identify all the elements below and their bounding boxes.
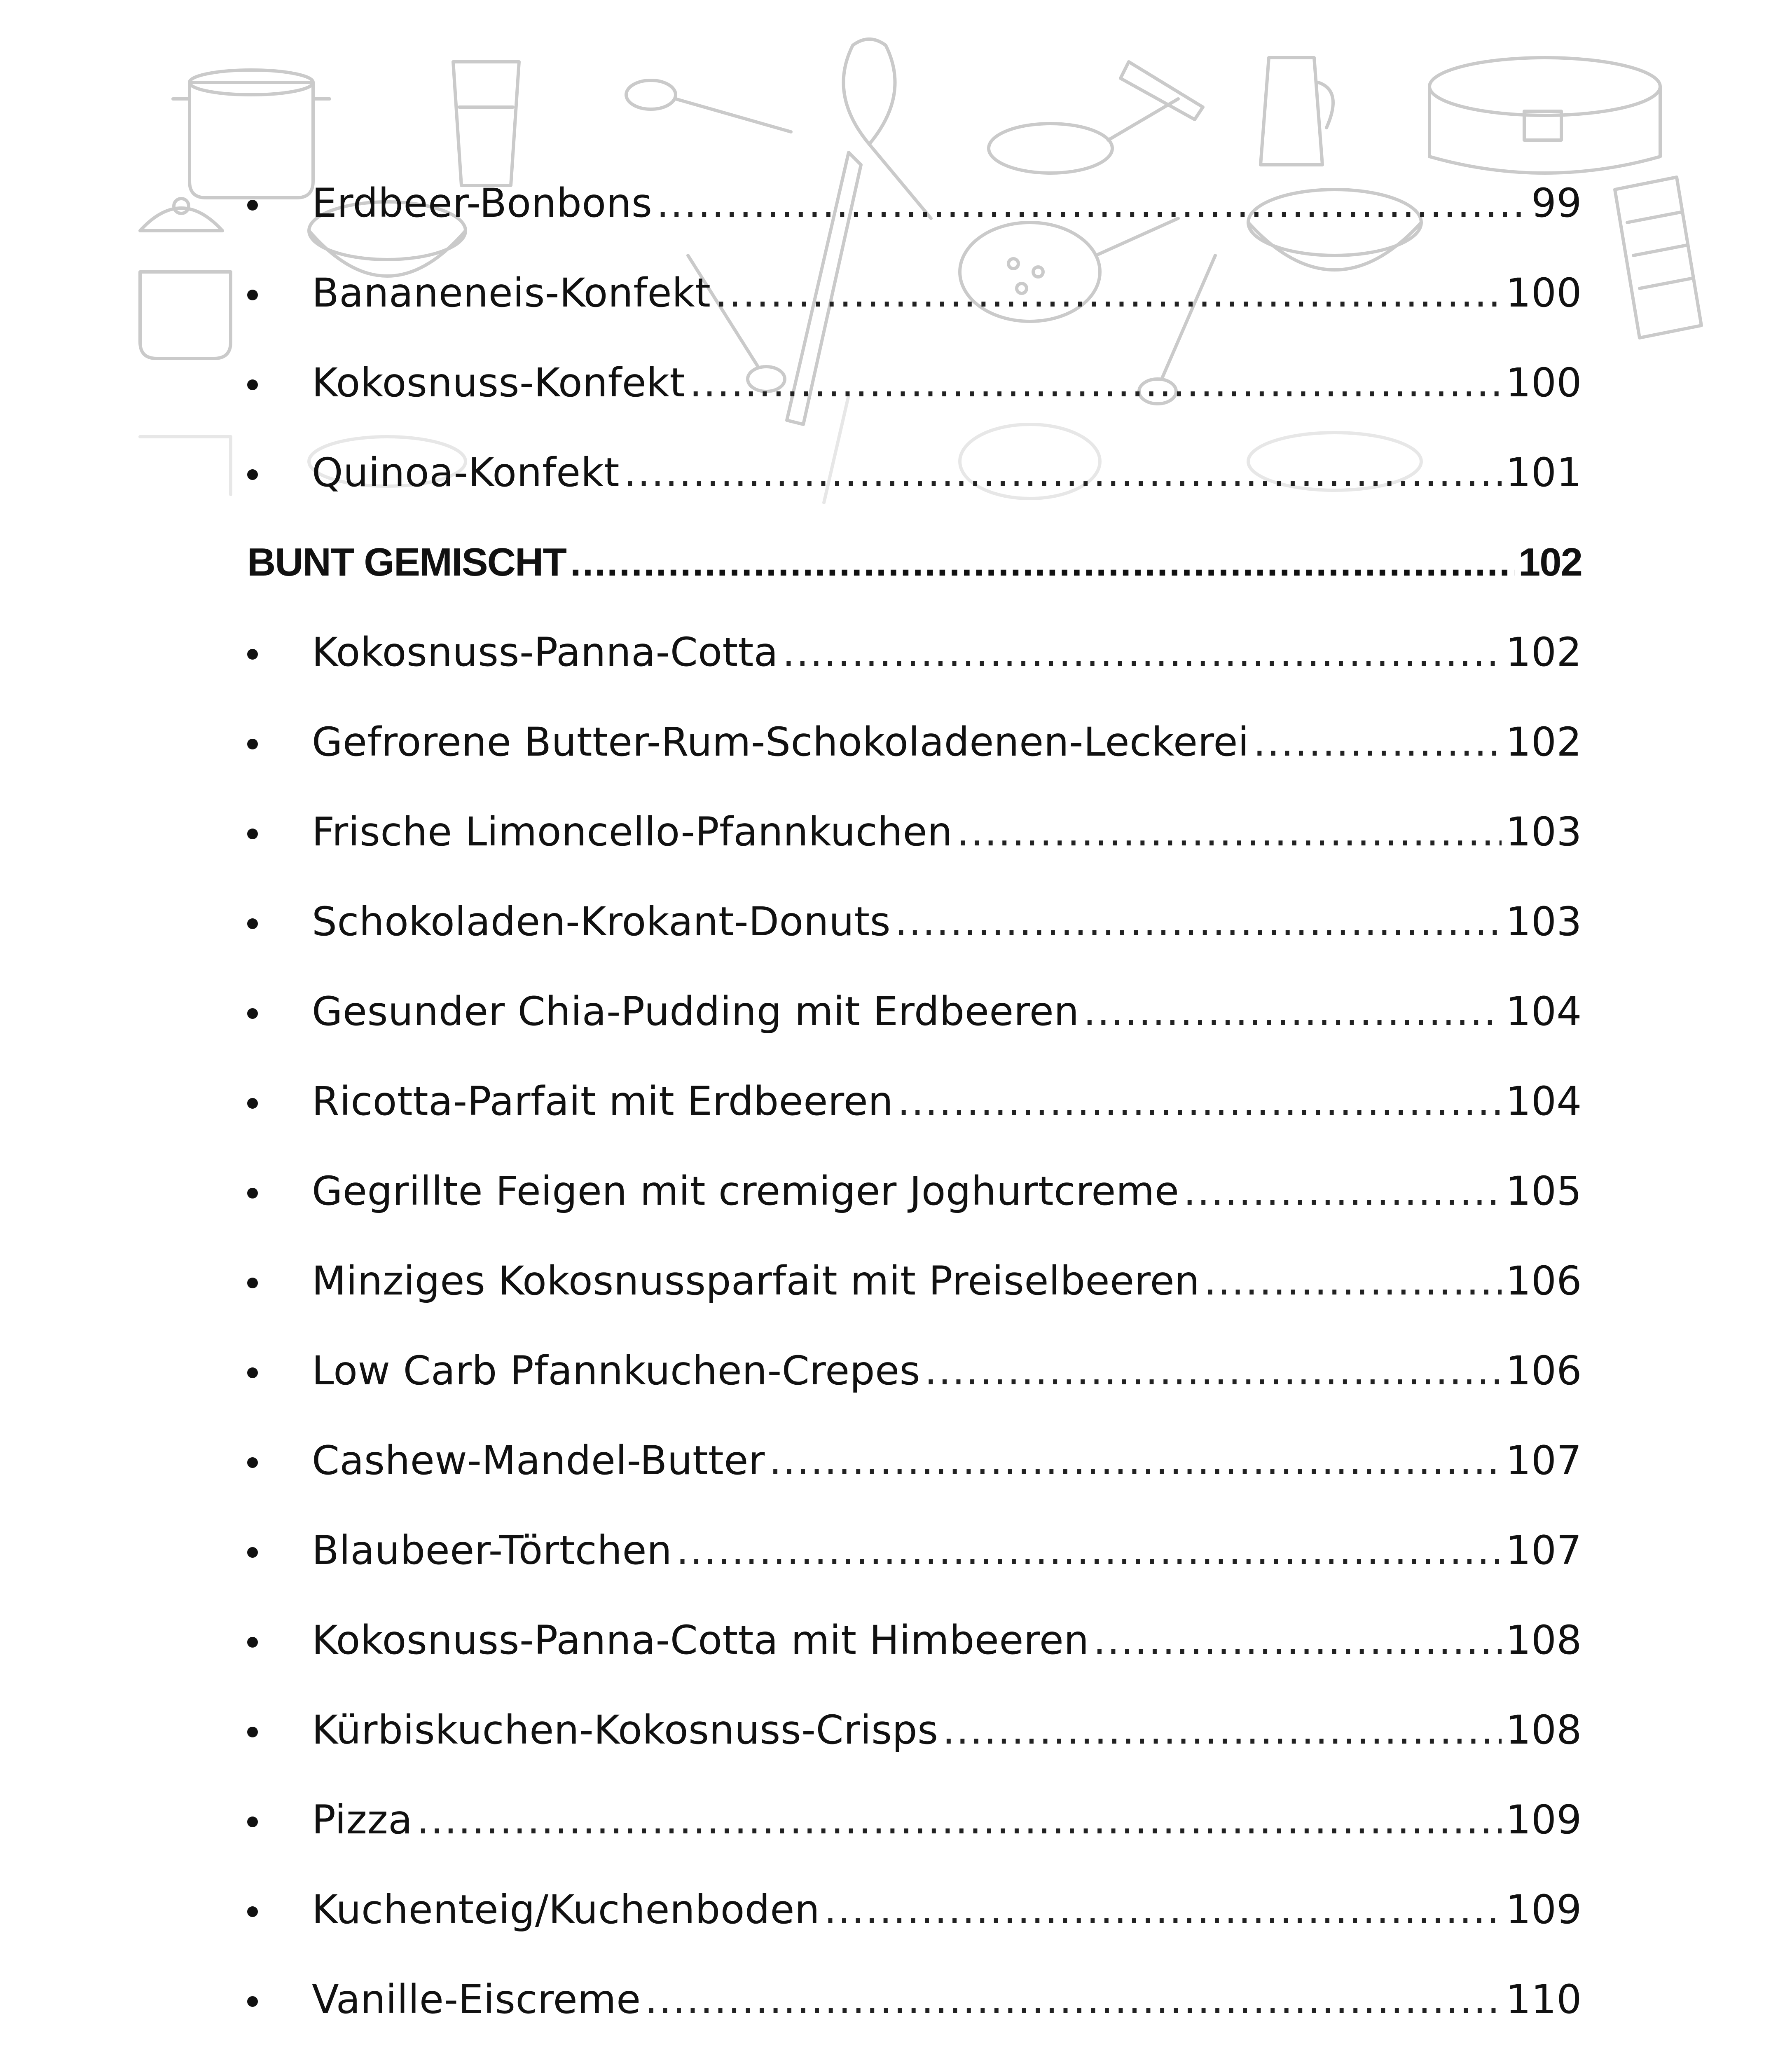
toc-page-number: 107 <box>1506 1437 1582 1484</box>
toc-entry[interactable] <box>247 967 1582 1056</box>
dot-leader <box>943 1707 1502 1753</box>
toc-page-number: 102 <box>1506 719 1582 765</box>
toc-entry-title: Minziges Kokosnussparfait mit Preiselbeeren <box>312 1258 1200 1304</box>
toc-entry-line <box>312 1685 1582 1775</box>
bullet-icon <box>247 1008 258 1019</box>
toc-entry-title: Gegrillte Feigen mit cremiger Joghurtcreme <box>312 1168 1179 1214</box>
toc-entry-line <box>312 1056 1582 1146</box>
toc-entry-title: Schokoladen-Krokant-Donuts <box>312 899 891 945</box>
toc-entry-line <box>312 2044 1582 2060</box>
toc-entry-title: Vanille-Eiscreme <box>312 1976 641 2023</box>
toc-entry-line <box>312 787 1582 877</box>
toc-entry-line <box>312 877 1582 967</box>
toc-entry-line <box>312 1595 1582 1685</box>
toc-entry-line <box>312 428 1582 517</box>
toc-page-number: 103 <box>1506 809 1582 855</box>
toc-entry-title: Gefrorene Butter-Rum-Schokoladenen-Leckerei <box>312 719 1249 765</box>
toc-entry[interactable] <box>247 877 1582 967</box>
bullet-icon <box>247 1906 258 1917</box>
bullet-icon <box>247 200 258 211</box>
bullet-icon <box>247 649 258 660</box>
grater-icon <box>1615 177 1701 338</box>
toc-entry-title: Quinoa-Konfekt <box>312 449 620 496</box>
dot-leader <box>690 360 1502 406</box>
spoon-icon <box>626 80 791 132</box>
bullet-icon <box>247 1817 258 1827</box>
jug-icon <box>1261 58 1333 165</box>
dot-leader <box>570 540 1514 585</box>
toc-page-number: 109 <box>1506 1887 1582 1933</box>
toc-entry-title: Gesunder Chia-Pudding mit Erdbeeren <box>312 988 1079 1035</box>
dot-leader <box>715 270 1502 316</box>
toc-entry-title: Pizza <box>312 1797 413 1843</box>
toc-entry-line <box>312 607 1582 697</box>
toc-entry-line <box>312 967 1582 1056</box>
toc-page-number: 102 <box>1506 629 1582 675</box>
toc-page-number: 100 <box>1506 270 1582 316</box>
toc-entry[interactable] <box>247 158 1582 248</box>
toc-entry[interactable] <box>247 1505 1582 1595</box>
toc-entry-title: Kürbiskuchen-Kokosnuss-Crisps <box>312 1707 938 1753</box>
dot-leader <box>1204 1258 1502 1304</box>
toc-page-number: 102 <box>1518 540 1582 584</box>
dot-leader <box>676 1527 1502 1573</box>
bullet-icon <box>247 829 258 839</box>
pot-icon <box>140 272 231 358</box>
toc-entry-line <box>312 1775 1582 1865</box>
bullet-icon <box>247 469 258 480</box>
toc-entry-title: Kokosnuss-Panna-Cotta <box>312 629 779 675</box>
toc-entry-line <box>312 1865 1582 1955</box>
dot-leader <box>957 809 1502 855</box>
dot-leader <box>1183 1168 1502 1214</box>
toc-entry[interactable] <box>247 1416 1582 1505</box>
toc-entry-title: Kuchenteig/Kuchenboden <box>312 1887 820 1933</box>
toc-entry-title: Kokosnuss-Konfekt <box>312 360 685 406</box>
toc-entry-line <box>312 1955 1582 2044</box>
toc-page-number: 107 <box>1506 1527 1582 1573</box>
toc-entry[interactable] <box>247 1685 1582 1775</box>
toc-page-number: 110 <box>1506 1976 1582 2023</box>
dot-leader <box>645 1976 1502 2023</box>
toc-entry-title: Cashew-Mandel-Butter <box>312 1437 765 1484</box>
toc-page-number: 106 <box>1506 1258 1582 1304</box>
toc-entry[interactable] <box>247 1595 1582 1685</box>
toc-page-number: 104 <box>1506 1078 1582 1124</box>
toc-entry-line <box>312 1505 1582 1595</box>
toc-entry-line <box>312 1236 1582 1326</box>
toc-entry[interactable] <box>247 1775 1582 1865</box>
bullet-icon <box>247 1547 258 1558</box>
toc-entry-line <box>312 697 1582 787</box>
dot-leader <box>824 1887 1502 1933</box>
toc-page-number: 101 <box>1506 449 1582 496</box>
bullet-icon <box>247 1278 258 1288</box>
bullet-icon <box>247 1367 258 1378</box>
toc-entry[interactable] <box>247 1146 1582 1236</box>
toc-entry-line <box>312 1326 1582 1416</box>
toc-entry-title: Erdbeer-Bonbons <box>312 180 653 226</box>
toc-page-number: 104 <box>1506 988 1582 1035</box>
toc-entry-line <box>312 1416 1582 1505</box>
toc-entry-title: BUNT GEMISCHT <box>247 540 566 584</box>
toc-entry-title: Blaubeer-Törtchen <box>312 1527 672 1573</box>
dot-leader <box>1083 988 1502 1035</box>
toc-entry-title: Bananeneis-Konfekt <box>312 270 711 316</box>
dot-leader <box>924 1348 1502 1394</box>
toc-entry-title: Ricotta-Parfait mit Erdbeeren <box>312 1078 894 1124</box>
bullet-icon <box>247 1727 258 1737</box>
toc-entry-line <box>312 338 1582 428</box>
dot-leader <box>769 1437 1502 1484</box>
toc-page-number: 103 <box>1506 899 1582 945</box>
table-of-contents <box>247 158 1582 2060</box>
bullet-icon <box>247 1457 258 1468</box>
toc-entry[interactable] <box>247 787 1582 877</box>
toc-entry[interactable] <box>247 1865 1582 1955</box>
bullet-icon <box>247 290 258 300</box>
toc-entry-title: Low Carb Pfannkuchen-Crepes <box>312 1348 921 1394</box>
toc-page-number: 106 <box>1506 1348 1582 1394</box>
cake-tin-icon <box>1429 58 1660 173</box>
knife-icon <box>1121 62 1203 119</box>
lid-icon <box>140 199 222 231</box>
dot-leader <box>624 449 1502 496</box>
bullet-icon <box>247 739 258 749</box>
toc-entry[interactable] <box>247 1326 1582 1416</box>
toc-entry[interactable] <box>247 697 1582 787</box>
bullet-icon <box>247 1637 258 1648</box>
toc-entry[interactable] <box>247 428 1582 517</box>
dot-leader <box>656 180 1527 226</box>
dot-leader <box>1253 719 1502 765</box>
dot-leader <box>898 1078 1502 1124</box>
toc-entry[interactable] <box>247 248 1582 338</box>
bullet-icon <box>247 1188 258 1199</box>
dot-leader <box>895 899 1502 945</box>
toc-entry-line <box>312 1146 1582 1236</box>
toc-page-number: 108 <box>1506 1617 1582 1663</box>
dot-leader <box>1093 1617 1502 1663</box>
toc-page-number: 109 <box>1506 1797 1582 1843</box>
dot-leader <box>782 629 1502 675</box>
toc-entry[interactable] <box>247 607 1582 697</box>
toc-entry[interactable] <box>247 1236 1582 1326</box>
toc-entry[interactable] <box>247 338 1582 428</box>
toc-page-number: 105 <box>1506 1168 1582 1214</box>
bullet-icon <box>247 918 258 929</box>
toc-entry-line <box>312 158 1582 248</box>
toc-entry-title: Kokosnuss-Panna-Cotta mit Himbeeren <box>312 1617 1089 1663</box>
toc-section-heading[interactable] <box>247 517 1582 607</box>
dot-leader <box>417 1797 1502 1843</box>
toc-page-number: 108 <box>1506 1707 1582 1753</box>
toc-entry[interactable] <box>247 1955 1582 2044</box>
toc-entry-title: Frische Limoncello-Pfannkuchen <box>312 809 953 855</box>
toc-entry-line <box>312 248 1582 338</box>
toc-page-number: 100 <box>1506 360 1582 406</box>
bullet-icon <box>247 379 258 390</box>
bullet-icon <box>247 1996 258 2007</box>
toc-page-number: 99 <box>1531 180 1582 226</box>
toc-entry-line <box>247 517 1582 607</box>
bullet-icon <box>247 1098 258 1109</box>
toc-entry[interactable] <box>247 1056 1582 1146</box>
toc-entry[interactable] <box>247 2044 1582 2060</box>
